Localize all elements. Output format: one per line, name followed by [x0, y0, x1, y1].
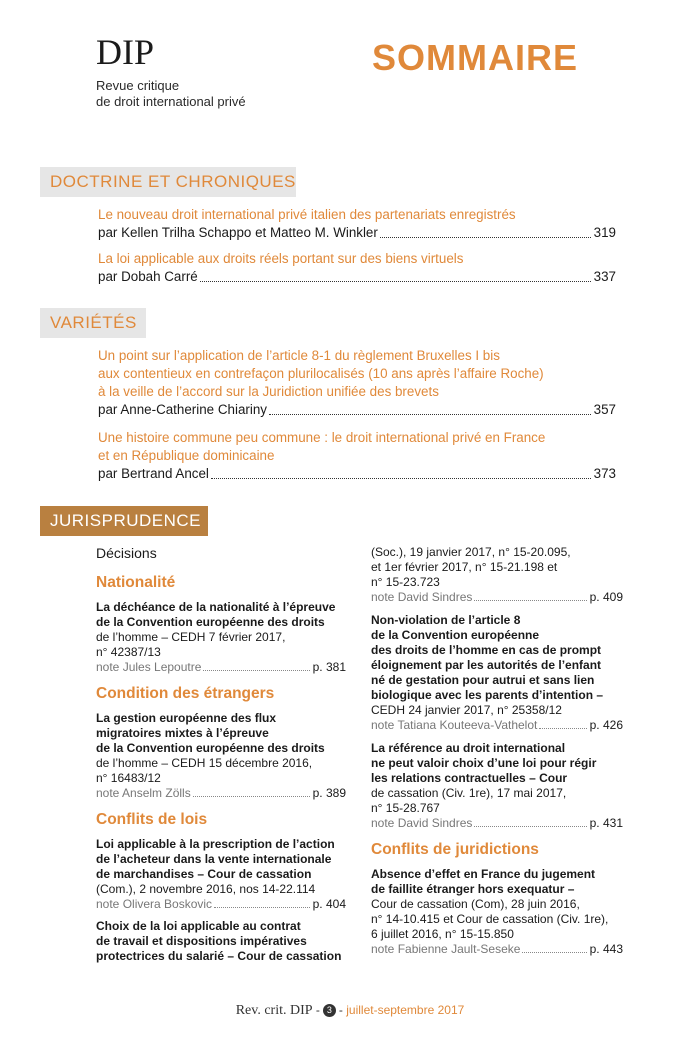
- decision-line: Choix de la loi applicable au contrat: [96, 919, 301, 933]
- decision-line: de l’acheteur dans la vente internationale: [96, 852, 332, 866]
- section-heading: DOCTRINE ET CHRONIQUES: [50, 172, 296, 191]
- note-author: note David Sindres: [371, 816, 473, 830]
- decision-line: de la Convention européenne: [371, 628, 540, 642]
- entry-title-line[interactable]: et en République dominicaine: [98, 448, 275, 463]
- decision-line: (Com.), 2 novembre 2016, nos 14-22.114: [96, 882, 316, 896]
- leader-dots: [269, 401, 591, 415]
- subtitle-line: de droit international privé: [96, 94, 246, 109]
- leader-dots: [193, 786, 310, 797]
- decision-note: [371, 816, 623, 831]
- leader-dots: [211, 465, 591, 479]
- footer-separator: -: [315, 1003, 320, 1017]
- decision-line: Non-violation de l’article 8: [371, 613, 521, 627]
- entry-title[interactable]: La loi applicable aux droits réels portant sur des biens virtuels: [98, 251, 464, 266]
- leader-dots: [474, 816, 586, 827]
- note-author: note Jules Lepoutre: [96, 660, 202, 674]
- section-heading: JURISPRUDENCE: [40, 506, 201, 536]
- entry-title-line[interactable]: aux contentieux en contrefaçon plurilocalisés (10 ans après l’affaire Roche): [98, 366, 544, 381]
- decision-line: protectrices du salarié – Cour de cassation: [96, 949, 342, 963]
- entry-author: par Bertrand Ancel: [98, 466, 209, 481]
- leader-dots: [474, 590, 586, 601]
- note-page: p. 426: [589, 718, 623, 732]
- leader-dots: [539, 718, 586, 729]
- section-band-varietes: [40, 308, 146, 338]
- jurisprudence-left-column: [96, 546, 346, 964]
- decision-line: migratoires mixtes à l’épreuve: [96, 726, 269, 740]
- decision-note: [371, 590, 623, 605]
- note-author: note Olivera Boskovic: [96, 897, 213, 911]
- decision-line: de la Convention européenne des droits: [96, 741, 325, 755]
- decision-line: n° 15-23.723: [371, 575, 440, 589]
- decision-line: biologique avec les parents d’intention –: [371, 688, 604, 702]
- toc-entry[interactable]: [98, 206, 616, 242]
- note-page: p. 389: [312, 786, 346, 800]
- decision-line: de faillite étranger hors exequatur –: [371, 882, 575, 896]
- decision-line: les relations contractuelles – Cour: [371, 771, 568, 785]
- decision-line: ne peut valoir choix d’une loi pour régir: [371, 756, 597, 770]
- subsection-heading: Conflits de lois: [96, 811, 208, 828]
- journal-logo: DIP: [96, 32, 155, 72]
- leader-dots: [380, 224, 591, 238]
- toc-entry[interactable]: [98, 250, 616, 286]
- footer-date: juillet-septembre 2017: [346, 1003, 465, 1017]
- decision-line: de travail et dispositions impératives: [96, 934, 307, 948]
- note-page: p. 443: [589, 942, 623, 956]
- note-author: note Anselm Zölls: [96, 786, 191, 800]
- section-band-doctrine: [40, 167, 296, 197]
- entry-title-line[interactable]: Une histoire commune peu commune : le droit international privé en France: [98, 430, 546, 445]
- note-author: note Tatiana Kouteeva-Vathelot: [371, 718, 538, 732]
- leader-dots: [200, 268, 591, 282]
- entry-page: 373: [593, 466, 616, 481]
- decision-line: de marchandises – Cour de cassation: [96, 867, 312, 881]
- decision-line: n° 14-10.415 et Cour de cassation (Civ. 1re),: [371, 912, 609, 926]
- note-author: note David Sindres: [371, 590, 473, 604]
- entry-author: par Kellen Trilha Schappo et Matteo M. Winkler: [98, 225, 378, 240]
- decision-item[interactable]: [371, 867, 623, 942]
- decision-line: Cour de cassation (Com), 28 juin 2016,: [371, 897, 580, 911]
- toc-entry[interactable]: [98, 347, 616, 419]
- entry-page: 319: [593, 225, 616, 240]
- decision-note: [371, 942, 623, 957]
- decision-line: des droits de l’homme en cas de prompt: [371, 643, 602, 657]
- journal-subtitle: [96, 78, 246, 110]
- decision-line: né de gestation pour autrui et sans lien: [371, 673, 595, 687]
- decision-note: [96, 897, 346, 912]
- note-author: note Fabienne Jault-Seseke: [371, 942, 521, 956]
- note-page: p. 431: [589, 816, 623, 830]
- leader-dots: [214, 897, 310, 908]
- leader-dots: [203, 660, 309, 671]
- decision-line: n° 15-28.767: [371, 801, 440, 815]
- decision-item[interactable]: [96, 600, 346, 660]
- decision-item-continued[interactable]: [371, 545, 623, 590]
- decision-line: éloignement par les autorités de l’enfant: [371, 658, 602, 672]
- footer-separator: -: [338, 1003, 343, 1017]
- entry-page: 337: [593, 269, 616, 284]
- decision-line: de l’homme – CEDH 7 février 2017,: [96, 630, 286, 644]
- decision-line: de l’homme – CEDH 15 décembre 2016,: [96, 756, 313, 770]
- decision-item[interactable]: [96, 919, 346, 964]
- entry-title-line[interactable]: Un point sur l’application de l’article 8-1 du règlement Bruxelles I bis: [98, 348, 500, 363]
- subsection-heading: Condition des étrangers: [96, 685, 275, 702]
- decision-note: [371, 718, 623, 733]
- decision-line: de la Convention européenne des droits: [96, 615, 325, 629]
- decision-note: [96, 660, 346, 675]
- decision-line: Absence d’effet en France du jugement: [371, 867, 596, 881]
- footer-journal: Rev. crit. DIP: [235, 1003, 313, 1018]
- entry-author: par Anne-Catherine Chiariny: [98, 402, 267, 417]
- decision-item[interactable]: [96, 837, 346, 897]
- section-band-jurisprudence: [40, 506, 208, 536]
- decision-note: [96, 786, 346, 801]
- entry-author: par Dobah Carré: [98, 269, 198, 284]
- issue-number-badge: 3: [323, 1004, 336, 1017]
- note-page: p. 404: [312, 897, 346, 911]
- decision-line: La gestion européenne des flux: [96, 711, 277, 725]
- subtitle-line: Revue critique: [96, 78, 180, 93]
- decision-item[interactable]: [371, 741, 623, 816]
- note-page: p. 409: [589, 590, 623, 604]
- page-title: SOMMAIRE: [372, 37, 578, 78]
- subsection-heading: Conflits de juridictions: [371, 841, 539, 858]
- jurisprudence-right-column: [371, 545, 623, 957]
- decision-line: 6 juillet 2016, n° 15-15.850: [371, 927, 514, 941]
- decision-line: La déchéance de la nationalité à l’épreuve: [96, 600, 336, 614]
- entry-title-line[interactable]: à la veille de l’accord sur la Juridiction unifiée des brevets: [98, 384, 439, 399]
- leader-dots: [522, 942, 586, 953]
- decisions-label: Décisions: [96, 545, 157, 561]
- page-footer: [0, 1003, 700, 1019]
- decision-line: n° 16483/12: [96, 771, 161, 785]
- decision-line: de cassation (Civ. 1re), 17 mai 2017,: [371, 786, 567, 800]
- decision-line: Loi applicable à la prescription de l’action: [96, 837, 335, 851]
- toc-entry[interactable]: [98, 429, 616, 483]
- decision-line: (Soc.), 19 janvier 2017, n° 15-20.095,: [371, 545, 571, 559]
- subsection-heading: Nationalité: [96, 574, 176, 591]
- decision-item[interactable]: [371, 613, 623, 718]
- decision-line: CEDH 24 janvier 2017, n° 25358/12: [371, 703, 562, 717]
- decision-line: n° 42387/13: [96, 645, 161, 659]
- decision-item[interactable]: [96, 711, 346, 786]
- section-heading: VARIÉTÉS: [50, 313, 137, 332]
- decision-line: et 1er février 2017, n° 15-21.198 et: [371, 560, 558, 574]
- decision-line: La référence au droit international: [371, 741, 566, 755]
- entry-page: 357: [593, 402, 616, 417]
- entry-title[interactable]: Le nouveau droit international privé italien des partenariats enregistrés: [98, 207, 516, 222]
- note-page: p. 381: [312, 660, 346, 674]
